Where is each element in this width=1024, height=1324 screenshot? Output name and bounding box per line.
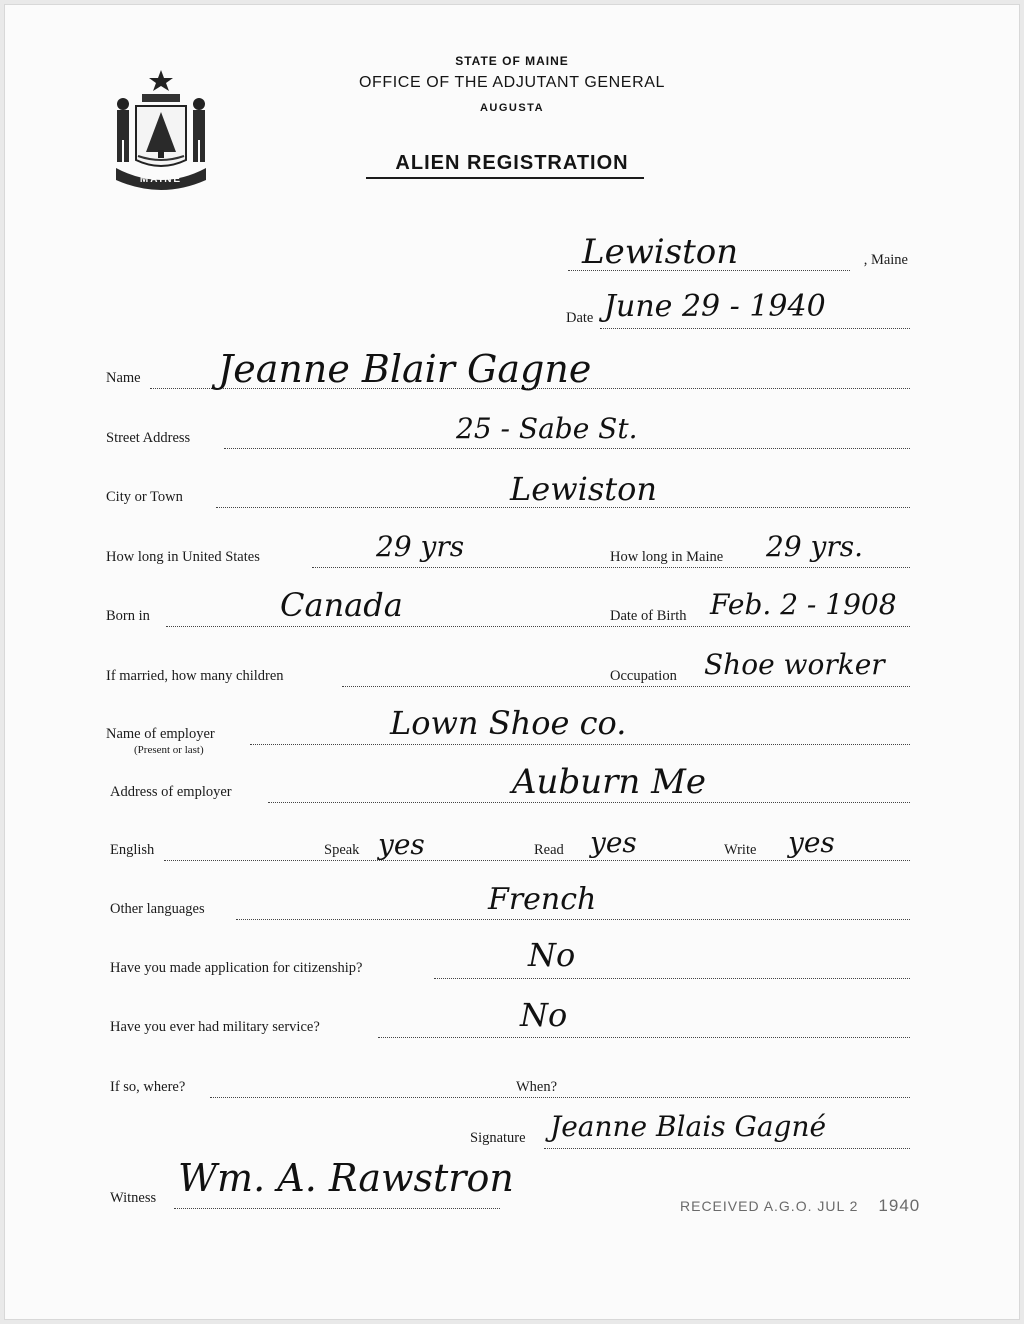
form-title: ALIEN REGISTRATION bbox=[395, 152, 629, 174]
received-stamp-year: 1940 bbox=[878, 1196, 921, 1215]
date-value[interactable]: June 29 - 1940 bbox=[604, 289, 826, 324]
how-long-maine-label: How long in Maine bbox=[610, 549, 724, 565]
city-label: City or Town bbox=[106, 489, 183, 505]
where-when-row bbox=[110, 1079, 910, 1103]
write-label: Write bbox=[724, 842, 757, 858]
military-label: Have you ever had military service? bbox=[110, 1019, 320, 1035]
read-label: Read bbox=[534, 842, 564, 858]
dotted-line bbox=[434, 978, 910, 979]
when-label: When? bbox=[516, 1079, 558, 1095]
how-long-us-value[interactable]: 29 yrs bbox=[376, 530, 465, 563]
employer-address-value[interactable]: Auburn Me bbox=[512, 762, 707, 802]
city-value[interactable]: Lewiston bbox=[510, 470, 657, 508]
if-so-where-label: If so, where? bbox=[110, 1079, 186, 1095]
military-row bbox=[110, 1019, 910, 1043]
city-heading: AUGUSTA bbox=[479, 102, 545, 114]
received-stamp-text: RECEIVED A.G.O. JUL 2 bbox=[680, 1198, 859, 1214]
occupation-value[interactable]: Shoe worker bbox=[704, 648, 885, 681]
witness-label: Witness bbox=[110, 1190, 157, 1206]
dotted-line bbox=[164, 860, 910, 861]
occupation-label: Occupation bbox=[610, 668, 677, 684]
citizenship-value[interactable]: No bbox=[528, 936, 576, 974]
name-value[interactable]: Jeanne Blair Gagne bbox=[218, 347, 592, 391]
employer-value[interactable]: Lown Shoe co. bbox=[390, 704, 627, 742]
employer-note: (Present or last) bbox=[134, 744, 204, 756]
city-row bbox=[106, 489, 910, 513]
title-underline bbox=[366, 177, 644, 179]
signature-label: Signature bbox=[470, 1130, 526, 1146]
dotted-line bbox=[600, 328, 910, 329]
registration-form bbox=[4, 4, 1020, 1320]
write-value[interactable]: yes bbox=[788, 826, 835, 859]
dotted-line bbox=[224, 448, 910, 449]
dotted-line bbox=[312, 567, 910, 568]
other-languages-label: Other languages bbox=[110, 901, 205, 917]
children-label: If married, how many children bbox=[106, 668, 284, 684]
dotted-line bbox=[268, 802, 910, 803]
seal-banner-text: MAINE bbox=[139, 174, 183, 185]
speak-value[interactable]: yes bbox=[378, 828, 425, 861]
dob-value[interactable]: Feb. 2 - 1908 bbox=[710, 588, 897, 621]
dob-label: Date of Birth bbox=[610, 608, 687, 624]
street-value[interactable]: 25 - Sabe St. bbox=[456, 412, 638, 445]
dotted-line bbox=[342, 686, 910, 687]
dotted-line bbox=[250, 744, 910, 745]
military-value[interactable]: No bbox=[520, 996, 568, 1034]
other-languages-value[interactable]: French bbox=[488, 882, 597, 917]
employer-label: Name of employer bbox=[106, 726, 215, 742]
born-in-label: Born in bbox=[106, 608, 150, 624]
english-label: English bbox=[110, 842, 155, 858]
how-long-us-label: How long in United States bbox=[106, 549, 260, 565]
how-long-maine-value[interactable]: 29 yrs. bbox=[766, 530, 864, 563]
received-stamp bbox=[680, 1196, 920, 1216]
street-label: Street Address bbox=[106, 430, 191, 446]
born-in-value[interactable]: Canada bbox=[280, 586, 403, 624]
dotted-line bbox=[210, 1097, 910, 1098]
maine-label: , Maine bbox=[863, 252, 908, 268]
dotted-line bbox=[166, 626, 910, 627]
office-heading: OFFICE OF THE ADJUTANT GENERAL bbox=[358, 74, 666, 91]
dotted-line bbox=[174, 1208, 500, 1209]
date-label: Date bbox=[566, 310, 594, 326]
dotted-line bbox=[236, 919, 910, 920]
citizenship-label: Have you made application for citizenship? bbox=[110, 960, 363, 976]
name-label: Name bbox=[106, 370, 141, 386]
witness-value[interactable]: Wm. A. Rawstron bbox=[178, 1156, 514, 1200]
dotted-line bbox=[544, 1148, 910, 1149]
read-value[interactable]: yes bbox=[590, 826, 637, 859]
dotted-line bbox=[378, 1037, 910, 1038]
citizenship-row bbox=[110, 960, 910, 984]
speak-label: Speak bbox=[324, 842, 360, 858]
employer-address-row bbox=[110, 784, 910, 808]
town-value[interactable]: Lewiston bbox=[582, 232, 739, 272]
employer-address-label: Address of employer bbox=[110, 784, 232, 800]
signature-value[interactable]: Jeanne Blais Gagné bbox=[550, 1110, 827, 1143]
state-heading: STATE OF MAINE bbox=[455, 54, 569, 68]
